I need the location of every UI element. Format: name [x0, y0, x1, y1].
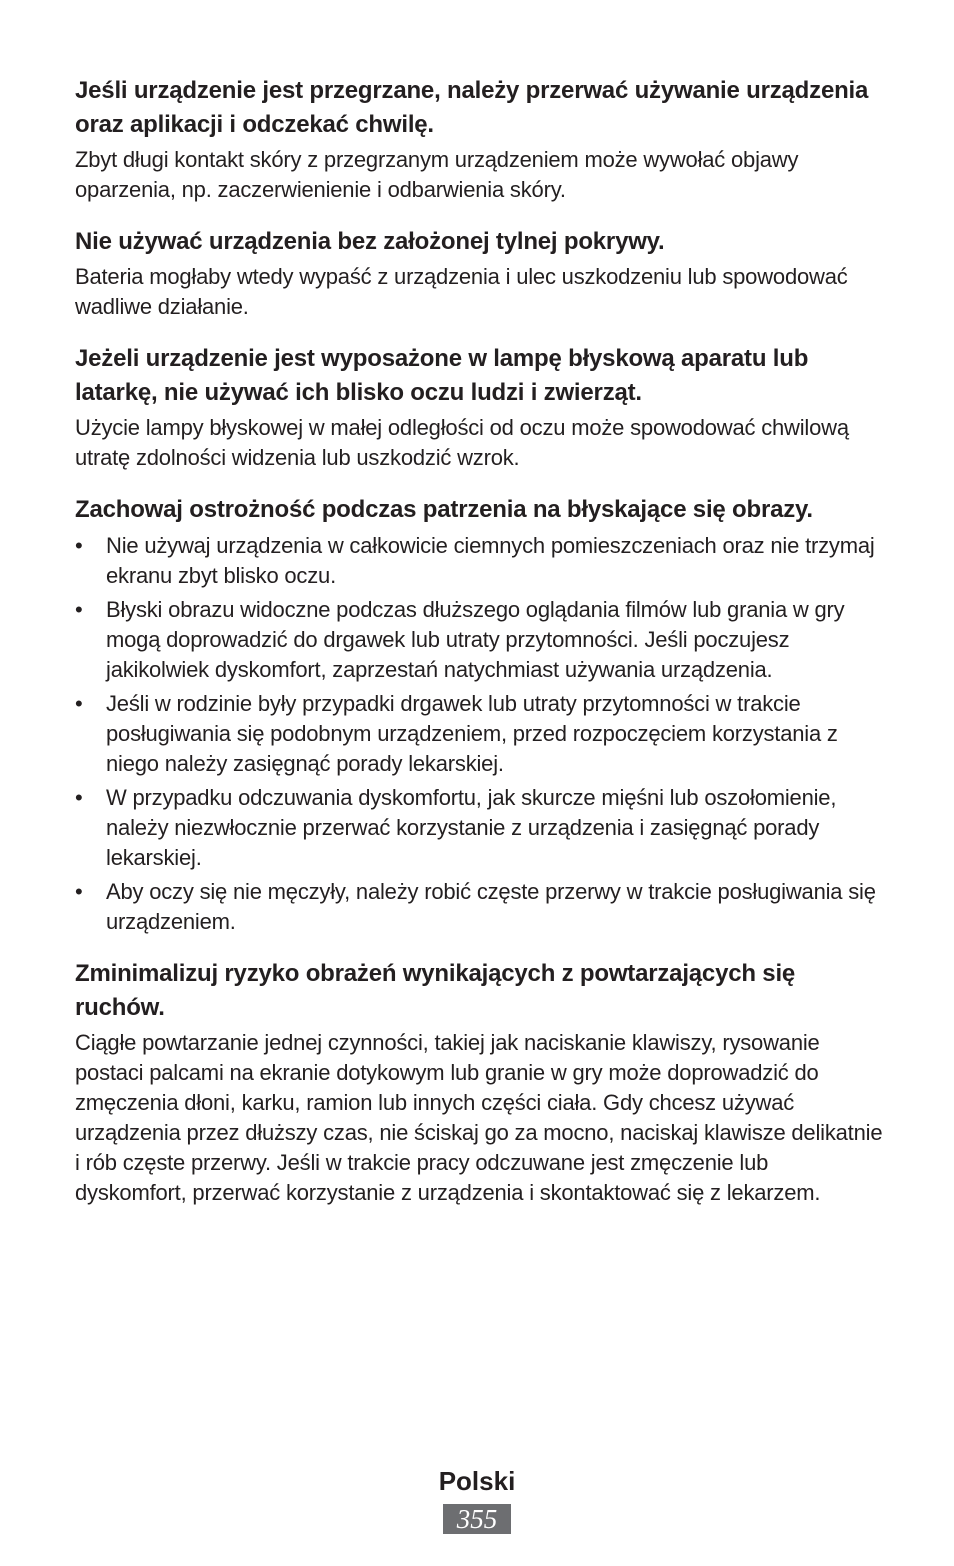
- section-heading: Zachowaj ostrożność podczas patrzenia na błyskające się obrazy.: [75, 496, 813, 523]
- bullet-icon: •: [75, 785, 83, 810]
- page-content: [75, 74, 885, 1228]
- section-body: Użycie lampy błyskowej w małej odległości od oczu może spowodować chwilową utratę zdolności widzenia lub uszkodzić wzrok.: [75, 415, 849, 470]
- language-label: Polski: [438, 1466, 516, 1496]
- section-overheating: [75, 74, 885, 205]
- list-item-text: W przypadku odczuwania dyskomfortu, jak skurcze mięśni lub oszołomienie, należy niezwłocznie przerwać korzystanie z urządzenia i zasięgnąć porady lekarskiej.: [106, 785, 837, 870]
- section-back-cover: [75, 225, 885, 322]
- section-repetitive-motion: [75, 957, 885, 1208]
- section-body: Zbyt długi kontakt skóry z przegrzanym urządzeniem może wywołać objawy oparzenia, np. zaczerwienienie i odbarwienia skóry.: [75, 147, 799, 202]
- list-item: [75, 689, 885, 779]
- list-item: [75, 531, 885, 591]
- section-body: Ciągłe powtarzanie jednej czynności, takiej jak naciskanie klawiszy, rysowanie postaci palcami na ekranie dotykowym lub granie w gry może doprowadzić do zmęczenia dłoni, karku, ramion lub innych części ciała. Gdy chcesz używać urządzenia przez dłuższy czas, nie ściskaj go za mocno, naciskaj klawisze delikatnie i rób częste przerwy. Jeśli w trakcie pracy odczuwane jest zmęczenie lub dyskomfort, przerwać korzystanie z urządzenia i skontaktować się z lekarzem.: [75, 1030, 883, 1205]
- list-item: [75, 595, 885, 685]
- section-heading: Zminimalizuj ryzyko obrażeń wynikających z powtarzających się ruchów.: [75, 960, 796, 1021]
- section-flashing-images: [75, 493, 885, 937]
- bullet-icon: •: [75, 691, 83, 716]
- bullet-list: [75, 531, 885, 937]
- list-item-text: Jeśli w rodzinie były przypadki drgawek lub utraty przytomności w trakcie posługiwania się podobnym urządzeniem, przed rozpoczęciem korzystania z niego należy zasięgnąć porady lekarskiej.: [106, 691, 838, 776]
- list-item: [75, 783, 885, 873]
- list-item: [75, 877, 885, 937]
- list-item-text: Błyski obrazu widoczne podczas dłuższego oglądania filmów lub grania w gry mogą doprowadzić do drgawek lub utraty przytomności. Jeśli poczujesz jakikolwiek dyskomfort, zaprzestań natychmiast używania urządzenia.: [106, 597, 845, 682]
- page-footer: [0, 1464, 954, 1534]
- page-number-badge: 355: [443, 1504, 511, 1534]
- section-heading: Jeżeli urządzenie jest wyposażone w lampę błyskową aparatu lub latarkę, nie używać ich blisko oczu ludzi i zwierząt.: [75, 345, 809, 406]
- section-body: Bateria mogłaby wtedy wypaść z urządzenia i ulec uszkodzeniu lub spowodować wadliwe działanie.: [75, 264, 848, 319]
- bullet-icon: •: [75, 879, 83, 904]
- section-heading: Nie używać urządzenia bez założonej tylnej pokrywy.: [75, 228, 665, 255]
- section-flash: [75, 342, 885, 473]
- section-heading: Jeśli urządzenie jest przegrzane, należy przerwać używanie urządzenia oraz aplikacji i odczekać chwilę.: [75, 77, 869, 138]
- list-item-text: Nie używaj urządzenia w całkowicie ciemnych pomieszczeniach oraz nie trzymaj ekranu zbyt blisko oczu.: [106, 533, 875, 588]
- bullet-icon: •: [75, 533, 83, 558]
- list-item-text: Aby oczy się nie męczyły, należy robić częste przerwy w trakcie posługiwania się urządzeniem.: [106, 879, 876, 934]
- bullet-icon: •: [75, 597, 83, 622]
